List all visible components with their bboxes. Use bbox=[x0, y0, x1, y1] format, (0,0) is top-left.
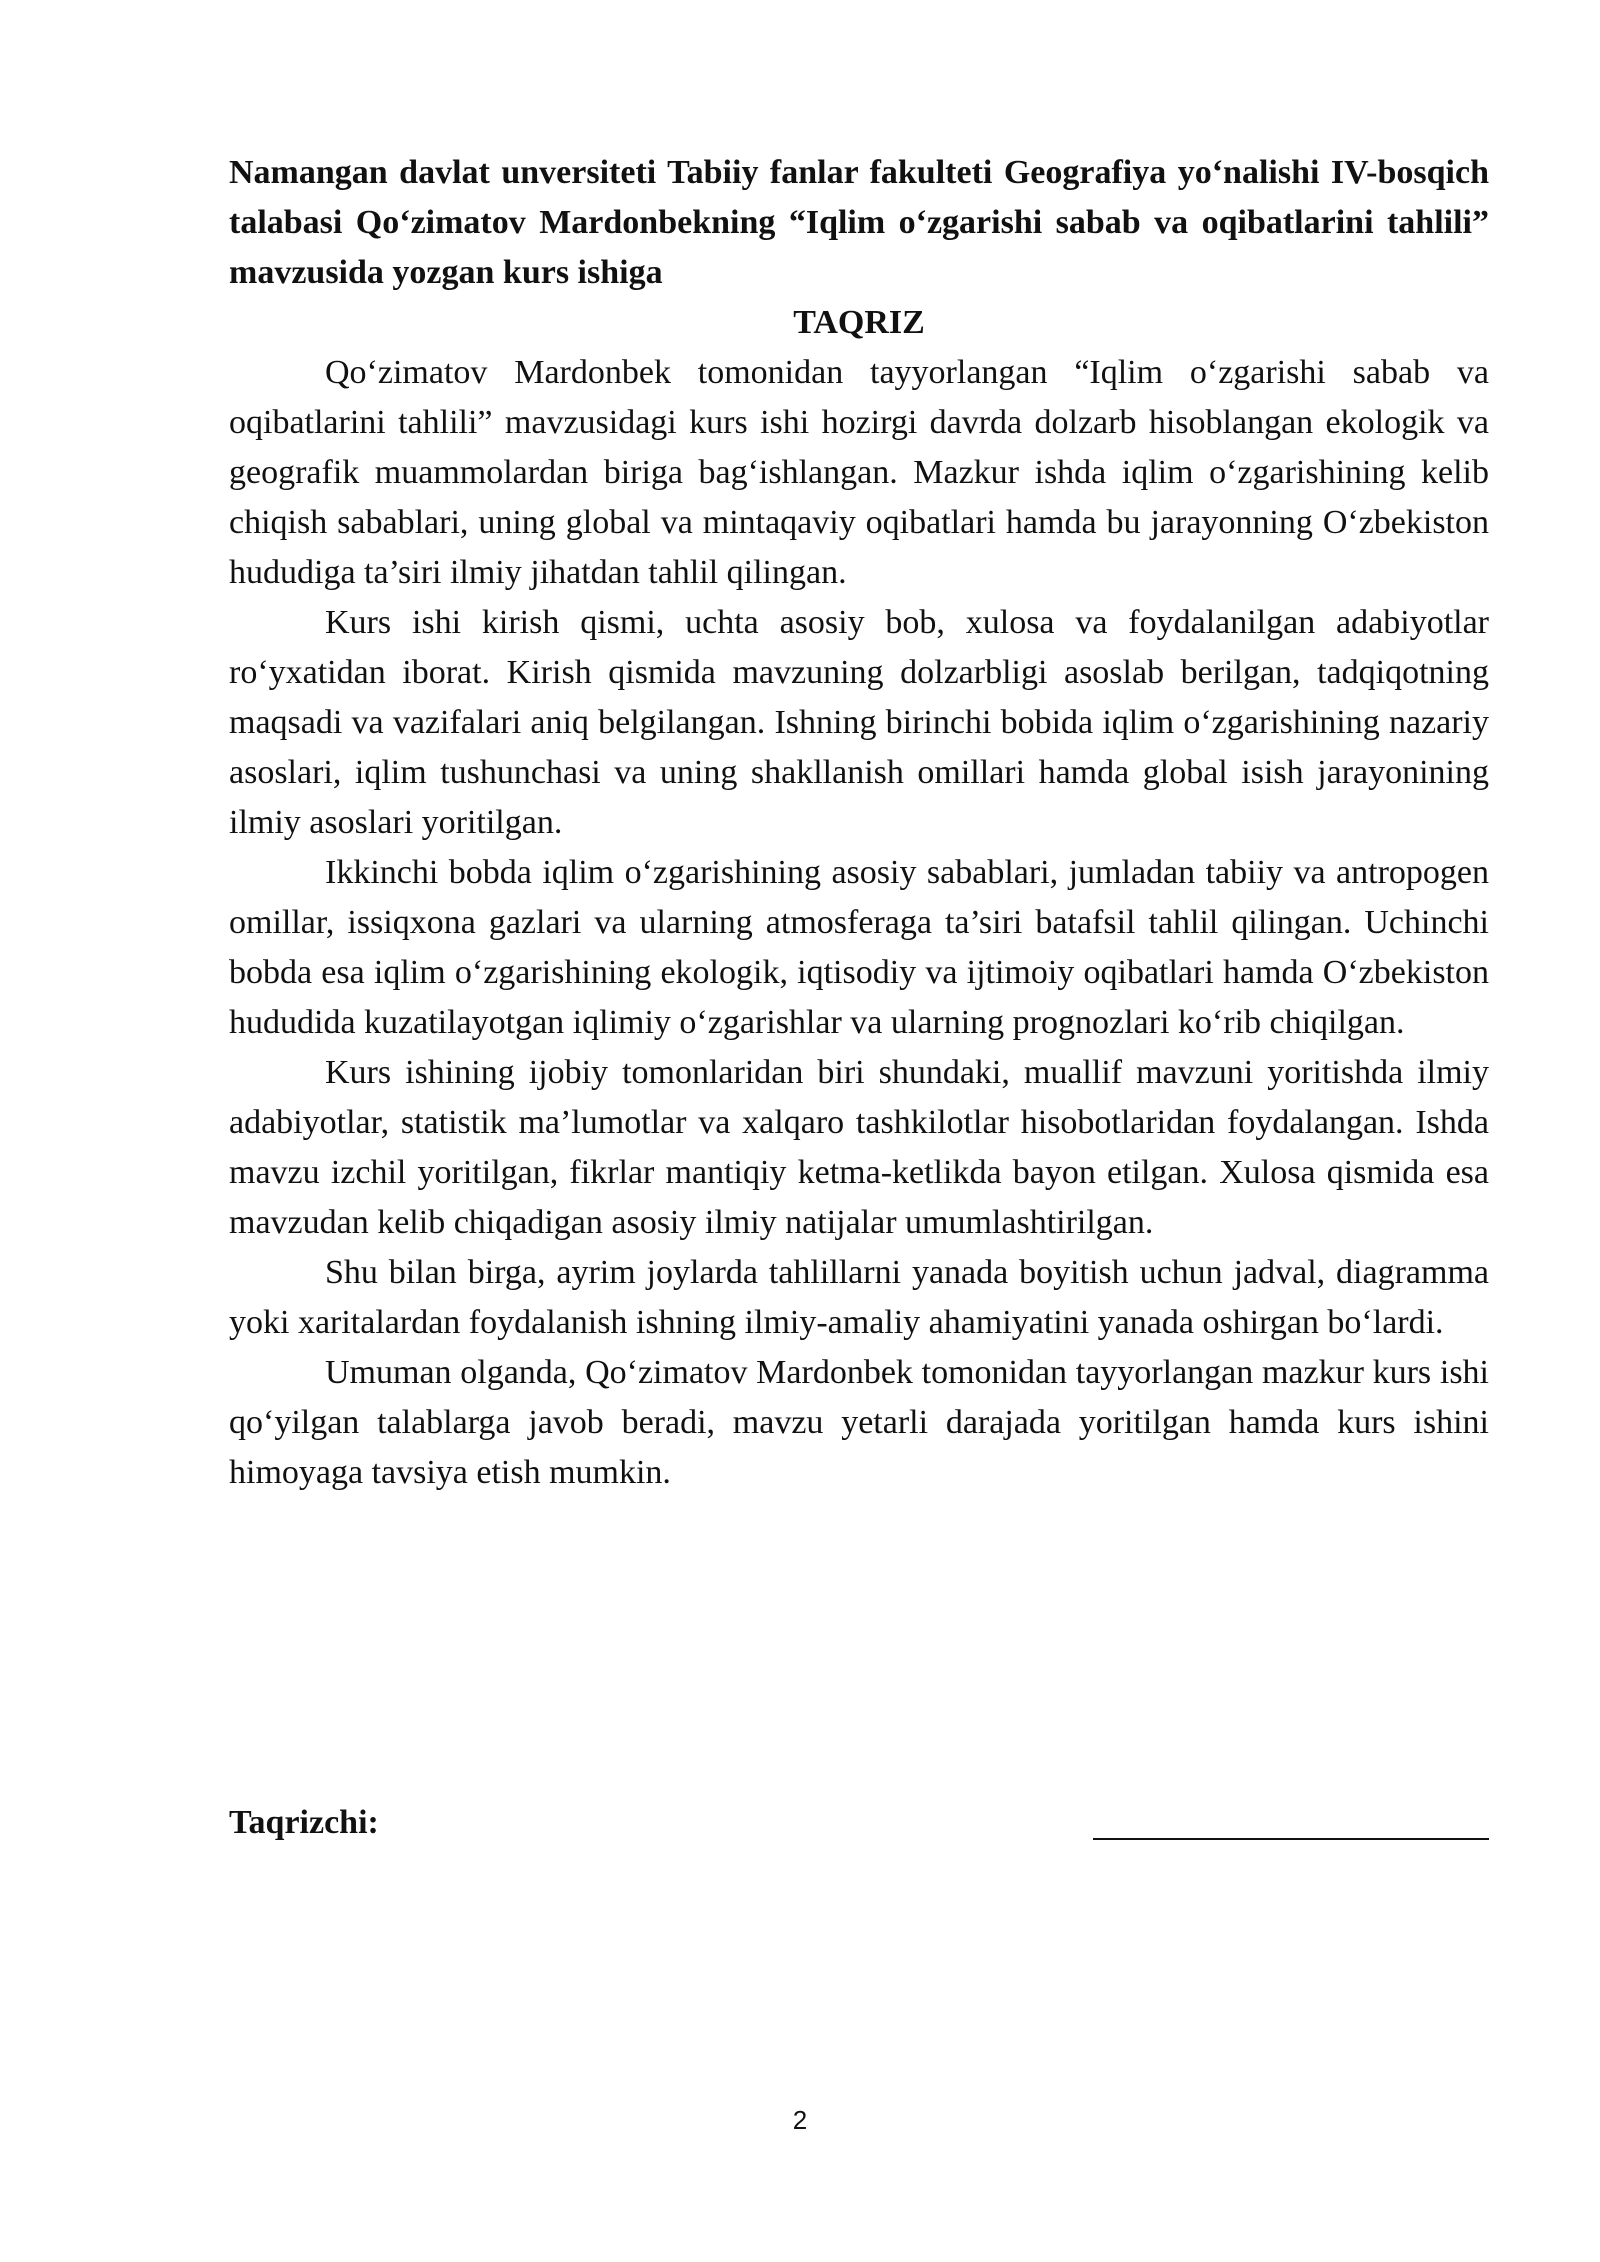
document-heading: Namangan davlat unversiteti Tabiiy fanlar fakulteti Geografiya yo‘nalishi IV-bosqich talabasi Qo‘zimatov Mardonbekning “Iqlim o‘zgarishi sabab va oqibatlarini tahlili” mavzusida yozgan kurs ishiga bbox=[229, 154, 1489, 291]
paragraph-1: Qo‘zimatov Mardonbek tomonidan tayyorlangan “Iqlim o‘zgarishi sabab va oqibatlarini tahlili” mavzusidagi kurs ishi hozirgi davrda dolzarb hisoblangan ekologik va geografik muammolardan biriga bag‘ishlangan. Mazkur ishda iqlim o‘zgarishining kelib chiqish sabablari, uning global va mintaqaviy oqibatlari hamda bu jarayonning O‘zbekiston hududiga ta’siri ilmiy jihatdan tahlil qilingan. bbox=[229, 354, 1489, 591]
paragraph-5: Shu bilan birga, ayrim joylarda tahlillarni yanada boyitish uchun jadval, diagramma yoki xaritalardan foydalanish ishning ilmiy-amaliy ahamiyatini yanada oshirgan bo‘lardi. bbox=[229, 1254, 1489, 1341]
paragraph-3: Ikkinchi bobda iqlim o‘zgarishining asosiy sabablari, jumladan tabiiy va antropogen omillar, issiqxona gazlari va ularning atmosferaga ta’siri batafsil tahlil qilingan. Uchinchi bobda esa iqlim o‘zgarishining ekologik, iqtisodiy va ijtimoiy oqibatlari hamda O‘zbekiston hududida kuzatilayotgan iqlimiy o‘zgarishlar va ularning prognozlari ko‘rib chiqilgan. bbox=[229, 854, 1489, 1041]
paragraph-4: Kurs ishining ijobiy tomonlaridan biri shundaki, muallif mavzuni yoritishda ilmiy adabiyotlar, statistik ma’lumotlar va xalqaro tashkilotlar hisobotlaridan foydalangan. Ishda mavzu izchil yoritilgan, fikrlar mantiqiy ketma-ketlikda bayon etilgan. Xulosa qismida esa mavzudan kelib chiqadigan asosiy ilmiy natijalar umumlashtirilgan. bbox=[229, 1054, 1489, 1241]
document-body bbox=[229, 148, 1489, 1498]
page-number: 2 bbox=[792, 2105, 808, 2135]
signature-line bbox=[1093, 1838, 1489, 1840]
paragraph-2: Kurs ishi kirish qismi, uchta asosiy bob, xulosa va foydalanilgan adabiyotlar ro‘yxatidan iborat. Kirish qismida mavzuning dolzarbligi asoslab berilgan, tadqiqotning maqsadi va vazifalari aniq belgilangan. Ishning birinchi bobida iqlim o‘zgarishining nazariy asoslari, iqlim tushunchasi va uning shakllanish omillari hamda global isish jarayonining ilmiy asoslari yoritilgan. bbox=[229, 604, 1489, 841]
signature-label: Taqrizchi: bbox=[229, 1804, 379, 1841]
paragraph-6: Umuman olganda, Qo‘zimatov Mardonbek tomonidan tayyorlangan mazkur kurs ishi qo‘yilgan talablarga javob beradi, mavzu yetarli darajada yoritilgan hamda kurs ishini himoyaga tavsiya etish mumkin. bbox=[229, 1354, 1489, 1491]
signature-block bbox=[229, 1798, 1489, 1848]
document-title: TAQRIZ bbox=[793, 304, 925, 341]
